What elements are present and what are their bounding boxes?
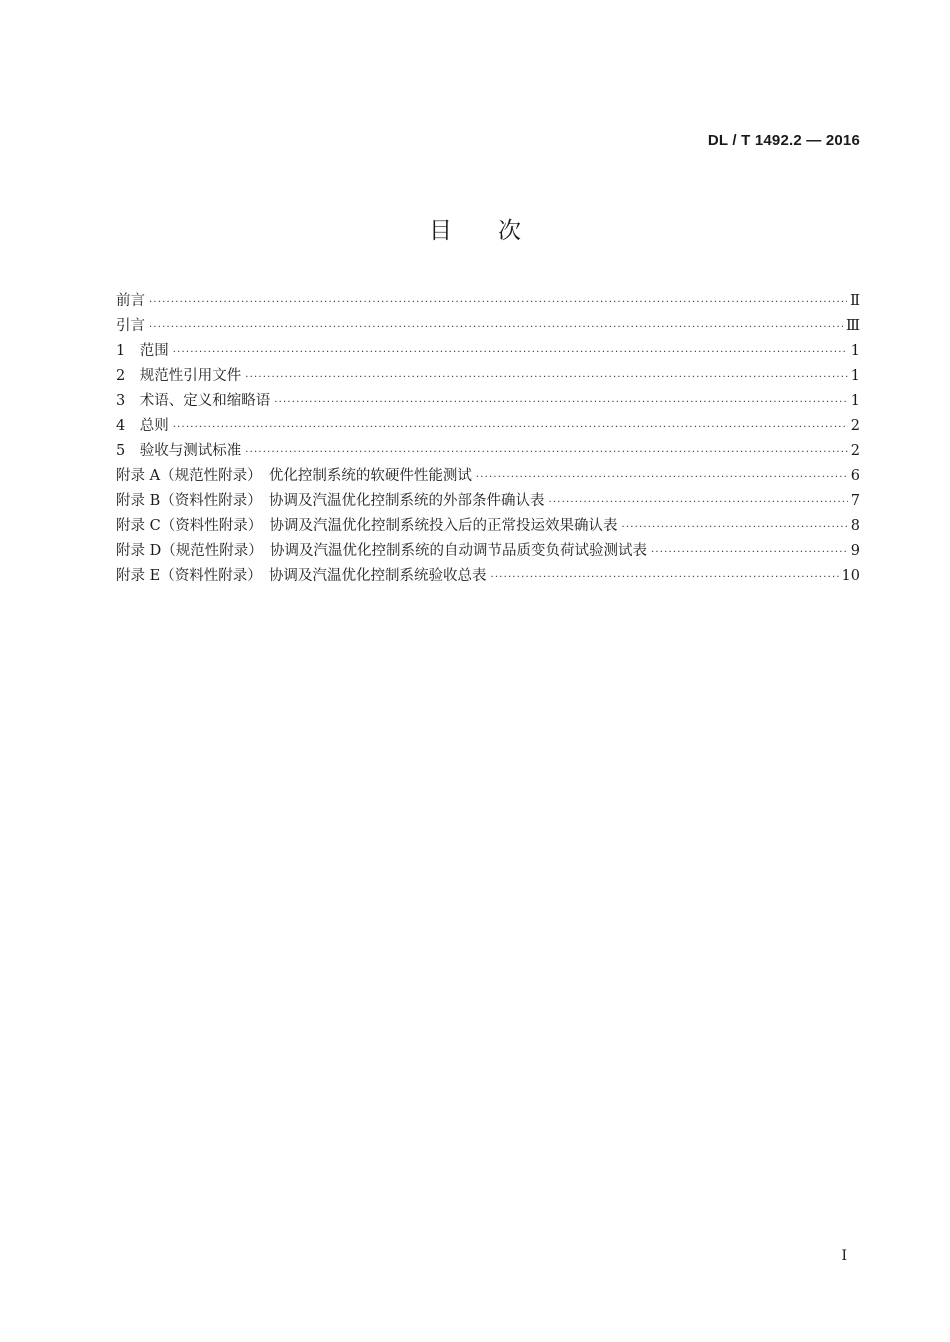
toc-dot-leader (149, 290, 847, 315)
toc-entry-scope[interactable] (116, 339, 860, 364)
toc-entry-label: 前言 (116, 293, 145, 309)
toc-dot-leader (490, 565, 838, 590)
toc-dot-leader (549, 490, 848, 515)
toc-entry-page: 2 (850, 443, 860, 459)
toc-entry-label: 附录 C（资料性附录） 协调及汽温优化控制系统投入后的正常投运效果确认表 (116, 518, 618, 534)
toc-dot-leader (173, 340, 848, 365)
toc-entry-appendix-b[interactable] (116, 489, 860, 514)
toc-entry-label: 1 范围 (116, 343, 169, 359)
toc-entry-general[interactable] (116, 414, 860, 439)
toc-dot-leader (149, 315, 843, 340)
toc-entry-page: 1 (850, 393, 860, 409)
toc-entry-page: 2 (850, 418, 860, 434)
toc-dot-leader (173, 415, 848, 440)
toc-entry-label: 附录 E（资料性附录） 协调及汽温优化控制系统验收总表 (116, 568, 487, 584)
toc-entry-page: Ⅱ (850, 293, 860, 309)
toc-dot-leader (245, 440, 848, 465)
toc-entry-page: Ⅲ (846, 318, 860, 334)
document-id: DL / T 1492.2 — 2016 (707, 132, 860, 149)
toc-entry-page: 6 (850, 468, 860, 484)
toc-entry-appendix-c[interactable] (116, 514, 860, 539)
toc-entry-label: 附录 D（规范性附录） 协调及汽温优化控制系统的自动调节品质变负荷试验测试表 (116, 543, 647, 559)
toc-entry-page: 7 (850, 493, 860, 509)
toc-entry-label: 4 总则 (116, 418, 169, 434)
toc-entry-terms-definitions[interactable] (116, 389, 860, 414)
toc-dot-leader (621, 515, 847, 540)
toc-entry-foreword[interactable] (116, 289, 860, 314)
toc-entry-label: 引言 (116, 318, 145, 334)
toc-entry-appendix-e[interactable] (116, 564, 860, 589)
toc-entry-acceptance-criteria[interactable] (116, 439, 860, 464)
toc-entry-page: 1 (850, 343, 860, 359)
toc-entry-appendix-a[interactable] (116, 464, 860, 489)
toc-entry-page: 9 (850, 543, 860, 559)
toc-entry-page: 8 (850, 518, 860, 534)
toc-entry-label: 2 规范性引用文件 (116, 368, 242, 384)
toc-entry-label: 附录 B（资料性附录） 协调及汽温优化控制系统的外部条件确认表 (116, 493, 545, 509)
toc-entry-appendix-d[interactable] (116, 539, 860, 564)
toc-entry-page: 10 (841, 568, 860, 584)
page-number: I (841, 1248, 847, 1264)
toc-dot-leader (476, 465, 848, 490)
toc-entry-label: 附录 A（规范性附录） 优化控制系统的软硬件性能测试 (116, 468, 472, 484)
toc-entry-label: 5 验收与测试标准 (116, 443, 242, 459)
toc-dot-leader (245, 365, 848, 390)
toc-dot-leader (274, 390, 848, 415)
toc-title: 目次 (429, 218, 567, 244)
toc-entry-normative-references[interactable] (116, 364, 860, 389)
toc-entry-introduction[interactable] (116, 314, 860, 339)
toc-dot-leader (651, 540, 848, 565)
table-of-contents (116, 289, 860, 589)
toc-entry-page: 1 (850, 368, 860, 384)
toc-entry-label: 3 术语、定义和缩略语 (116, 393, 271, 409)
